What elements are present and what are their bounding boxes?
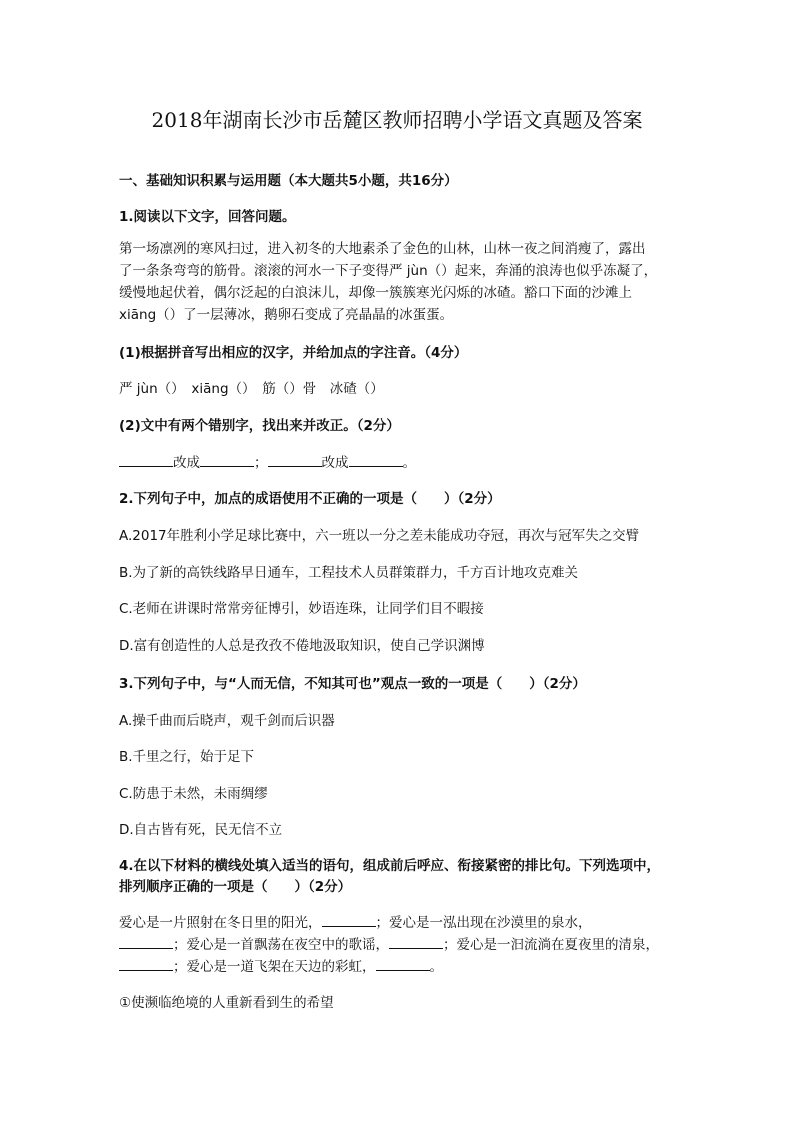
text: ；爱心是一泓出现在沙漠里的泉水，	[375, 915, 592, 931]
period: 。	[402, 455, 416, 471]
option-d: D.富有创造性的人总是孜孜不倦地汲取知识，使自己学识渊博	[119, 638, 485, 654]
answer-blank[interactable]	[200, 454, 254, 467]
option-d: D.自古皆有死，民无信不立	[119, 822, 283, 838]
passage-line: 缓慢地起伏着，偶尔泛起的白浪沫儿，却像一簇簇寒光闪烁的冰碴。豁口下面的沙滩上	[119, 285, 632, 301]
option-a: A.操千曲而后晓声，观千剑而后识器	[119, 713, 335, 729]
text: 。	[429, 959, 443, 975]
question-2-heading: 2.下列句子中，加点的成语使用不正确的一项是（ ）（2分）	[119, 491, 501, 507]
answer-blank[interactable]	[322, 914, 376, 927]
answer-blank[interactable]	[119, 958, 173, 971]
label: 改成	[173, 455, 200, 471]
answer-blank[interactable]	[376, 958, 430, 971]
option-c: C.老师在讲课时常常旁征博引，妙语连珠，让同学们目不暇接	[119, 601, 484, 617]
option-b: B.为了新的高铁线路早日通车，工程技术人员群策群力，千方百计地攻克难关	[119, 565, 579, 581]
heading-line: 排列顺序正确的一项是（ ）（2分）	[119, 879, 352, 895]
label: 改成	[321, 455, 349, 471]
question-3-heading: 3.下列句子中，与“人而无信，不知其可也”观点一致的一项是（ ）（2分）	[119, 676, 586, 692]
option-a: A.2017年胜利小学足球比赛中，六一班以一分之差未能成功夺冠，再次与冠军失之交臂	[119, 528, 640, 544]
section-heading: 一、基础知识积累与运用题（本大题共5小题，共16分）	[119, 173, 458, 189]
subquestion-1: (1)根据拼音写出相应的汉字，并给加点的字注音。（4分）	[119, 345, 468, 361]
question-4-heading	[119, 856, 679, 898]
separator: ；	[254, 455, 268, 471]
passage-line: xiāng（）了一层薄冰，鹅卵石变成了亮晶晶的冰蛋蛋。	[119, 307, 454, 323]
text: ；爱心是一汩流淌在夏夜里的清泉，	[443, 937, 659, 953]
subquestion-2: (2)文中有两个错别字，找出来并改正。（2分）	[119, 418, 400, 434]
answer-blank[interactable]	[349, 454, 403, 467]
answer-blank[interactable]	[268, 454, 322, 467]
answer-blank[interactable]	[119, 936, 173, 949]
text: ；爱心是一首飘荡在夜空中的歌谣，	[173, 937, 389, 953]
document-title: 2018年湖南长沙市岳麓区教师招聘小学语文真题及答案	[151, 108, 643, 132]
heading-line: 4.在以下材料的横线处填入适当的语句，组成前后呼应、衔接紧密的排比句。下列选项中，	[119, 858, 661, 874]
question-1-passage	[119, 238, 679, 326]
text: ；爱心是一道飞架在天边的彩虹，	[173, 959, 376, 975]
passage-line: 了一条条弯弯的筋骨。滚滚的河水一下子变得严 jùn（）起来，奔涌的浪涛也似乎冻凝了，	[119, 263, 658, 279]
question-1-heading: 1.阅读以下文字，回答问题。	[119, 209, 296, 225]
question-4-passage	[119, 912, 679, 978]
subquestion-1-items: 严 jùn（） xiāng（） 筋（）骨 冰碴（）	[119, 381, 384, 397]
passage-line: 第一场凛冽的寒风扫过，进入初冬的大地素杀了金色的山林，山林一夜之间消瘦了，露出	[119, 241, 646, 257]
text: 爱心是一片照射在冬日里的阳光，	[119, 915, 322, 931]
answer-blank[interactable]	[119, 454, 173, 467]
option-c: C.防患于未然，未雨绸缪	[119, 786, 268, 802]
question-4-item-1: ①使濒临绝境的人重新看到生的希望	[119, 995, 334, 1011]
subquestion-2-answer-line	[119, 452, 679, 474]
answer-blank[interactable]	[389, 936, 443, 949]
option-b: B.千里之行，始于足下	[119, 749, 255, 765]
